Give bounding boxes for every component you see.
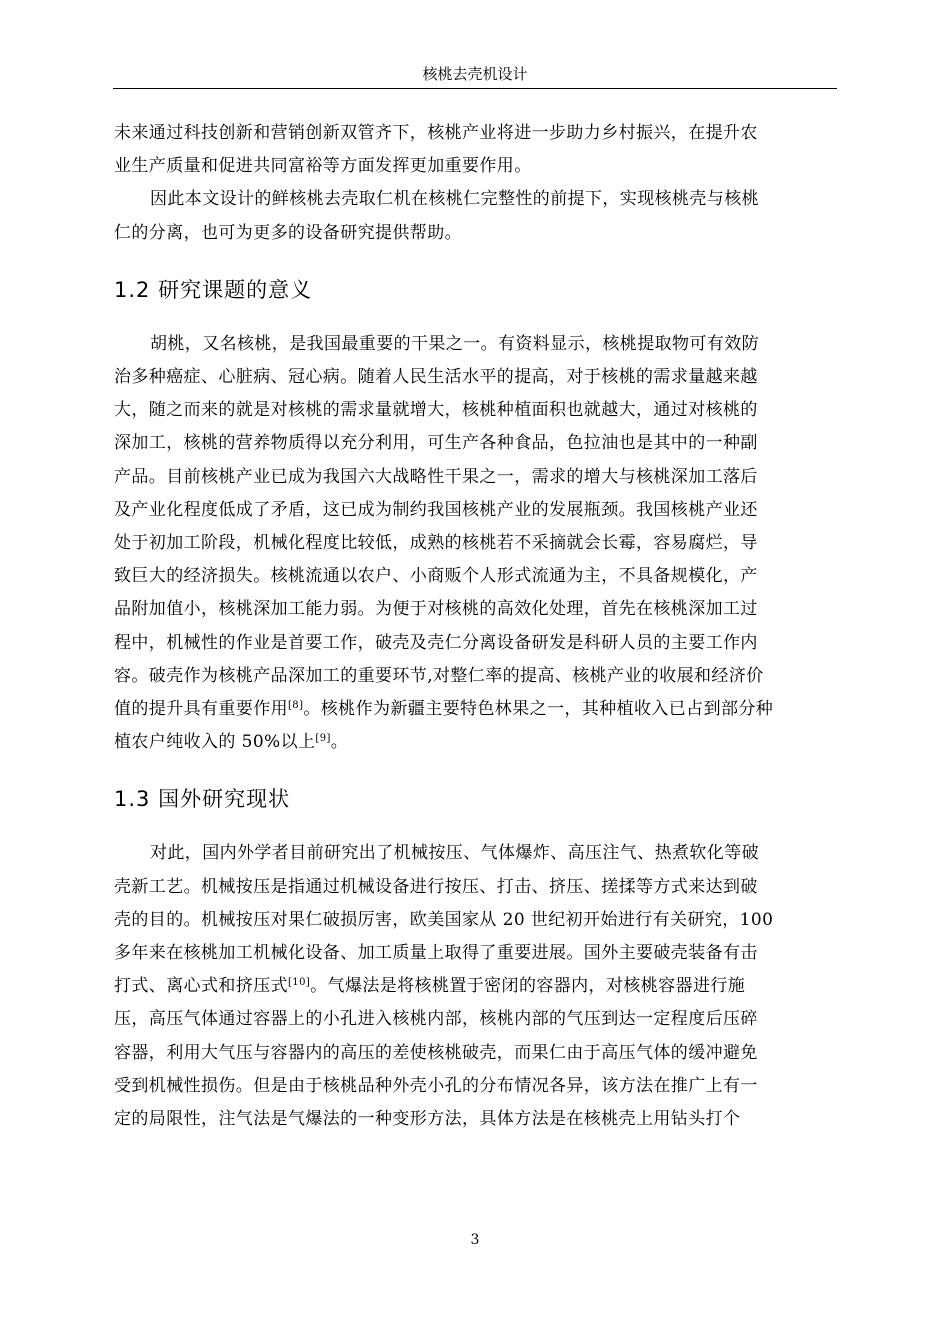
text-segment: 打式、离心式和挤压式 [114,976,288,997]
section-1-3-paragraph [114,837,836,1136]
intro-paragraph-2 [114,183,836,249]
text-line: 受到机械性损伤。但是由于核桃品种外壳小孔的分布情况各异，该方法在推广上有一 [114,1075,758,1096]
section-heading-1-2: 1.2 研究课题的意义 [114,277,313,302]
citation-ref-8: [8] [288,700,304,712]
text-line: 压，高压气体通过容器上的小孔进入核桃内部，核桃内部的气压到达一定程度后压碎 [114,1009,758,1030]
running-header: 核桃去壳机设计 [422,65,528,83]
intro-paragraph-1 [114,117,836,183]
page-number: 3 [470,1232,480,1248]
text-line: 处于初加工阶段，机械化程度比较低，成熟的核桃若不采摘就会长霉，容易腐烂，导 [114,533,758,554]
section-1-2-paragraph [114,328,836,760]
text-line: 程中，机械性的作业是首要工作，破壳及壳仁分离设备研发是科研人员的主要工作内 [114,632,758,653]
text-line: 品附加值小，核桃深加工能力弱。为便于对核桃的高效化处理，首先在核桃深加工过 [114,599,758,620]
text-line: 对此，国内外学者目前研究出了机械按压、气体爆炸、高压注气、热煮软化等破 [150,843,759,864]
text-line: 治多种癌症、心脏病、冠心病。随着人民生活水平的提高，对于核桃的需求量越来越 [114,367,758,388]
text-line [114,970,836,1003]
citation-ref-9: [9] [315,733,331,745]
text-line: 及产业化程度低成了矛盾，这已成为制约我国核桃产业的发展瓶颈。我国核桃产业还 [114,499,758,520]
text-line: 致巨大的经济损失。核桃流通以农户、小商贩个人形式流通为主，不具备规模化，产 [114,566,758,587]
text-line: 容。破壳作为核桃产品深加工的重要环节,对整仁率的提高、核桃产业的收展和经济价 [114,665,764,686]
text-line: 仁的分离，也可为更多的设备研究提供帮助。 [114,222,462,243]
text-line: 胡桃，又名核桃，是我国最重要的干果之一。有资料显示，核桃提取物可有效防 [150,333,759,354]
text-line: 壳的目的。机械按压对果仁破损厉害，欧美国家从 20 世纪初开始进行有关研究，100 [114,909,774,930]
text-line: 多年来在核桃加工机械化设备、加工质量上取得了重要进展。国外主要破壳装备有击 [114,943,758,964]
citation-ref-10: [10] [288,977,311,989]
text-line [114,693,836,726]
text-segment: 。气爆法是将核桃置于密闭的容器内，对核桃容器进行施 [310,976,746,997]
text-line: 大，随之而来的就是对核桃的需求量就增大，核桃种植面积也就越大，通过对核桃的 [114,400,758,421]
text-line [114,726,836,759]
text-segment: 。 [330,732,349,753]
text-line: 容器，利用大气压与容器内的高压的差使核桃破壳，而果仁由于高压气体的缓冲避免 [114,1042,758,1063]
text-line: 深加工，核桃的营养物质得以充分利用，可生产各种食品，色拉油也是其中的一种副 [114,433,758,454]
text-segment: 。核桃作为新疆主要特色林果之一，其种植收入已占到部分种 [303,699,774,720]
text-line: 未来通过科技创新和营销创新双管齐下，核桃产业将进一步助力乡村振兴，在提升农 [114,123,758,143]
text-line: 业生产质量和促进共同富裕等方面发挥更加重要作用。 [114,156,532,177]
text-line: 产品。目前核桃产业已成为我国六大战略性干果之一，需求的增大与核桃深加工落后 [114,466,758,487]
text-line: 因此本文设计的鲜核桃去壳取仁机在核桃仁完整性的前提下，实现核桃壳与核桃 [150,189,759,210]
text-line: 壳新工艺。机械按压是指通过机械设备进行按压、打击、挤压、搓揉等方式来达到破 [114,876,758,897]
text-segment: 值的提升具有重要作用 [114,699,288,720]
text-line: 定的局限性，注气法是气爆法的一种变形方法，具体方法是在核桃壳上用钻头打个 [114,1109,741,1130]
header-rule [113,88,837,89]
text-segment: 植农户纯收入的 50%以上 [114,732,316,753]
section-heading-1-3: 1.3 国外研究现状 [114,787,291,812]
page-body [114,117,836,1136]
